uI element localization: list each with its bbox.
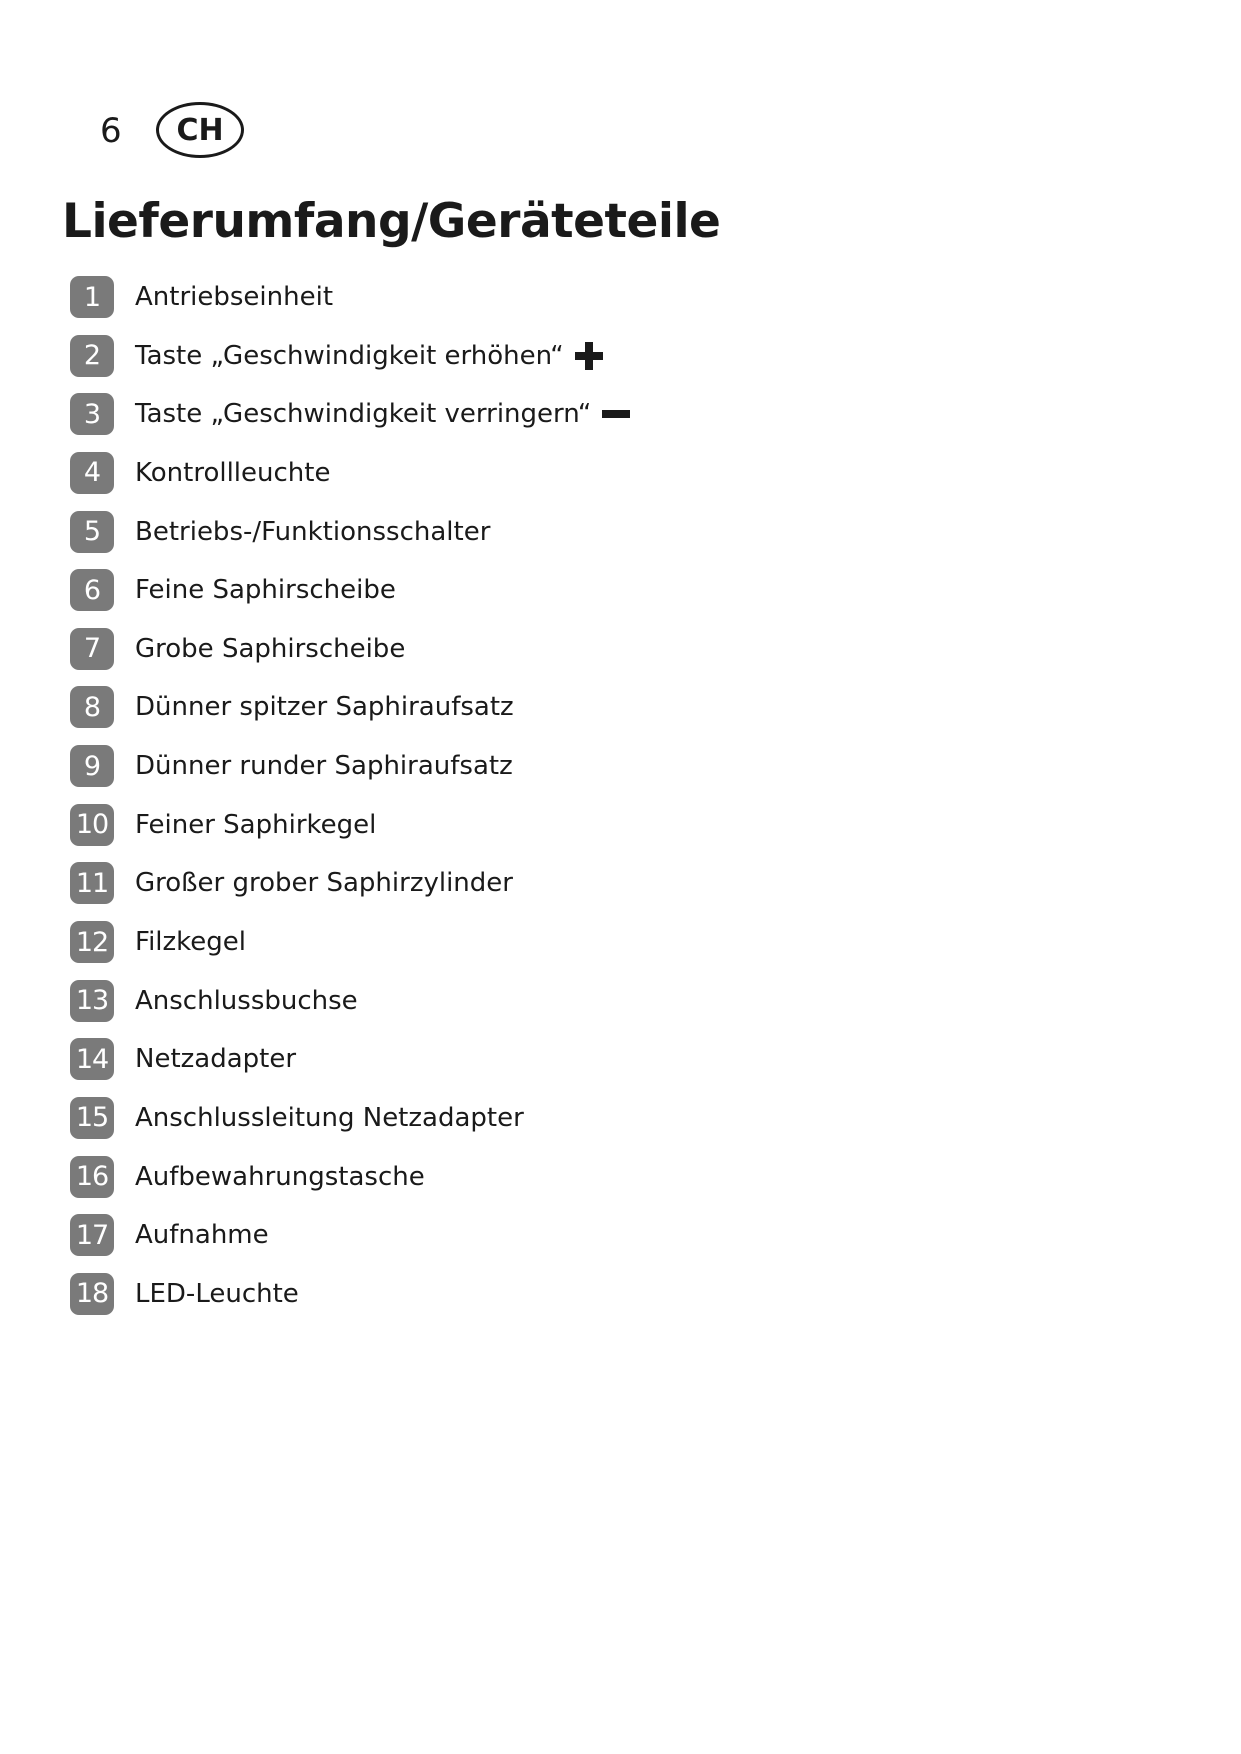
- list-item: [70, 862, 631, 904]
- part-number-badge: 8: [70, 686, 114, 728]
- list-item: [70, 569, 631, 611]
- list-item: [70, 804, 631, 846]
- part-label: Dünner spitzer Saphiraufsatz: [135, 692, 514, 723]
- part-number-badge: 13: [70, 980, 114, 1022]
- part-label: Aufnahme: [135, 1220, 269, 1251]
- part-number-badge: 11: [70, 862, 114, 904]
- list-item: [70, 1156, 631, 1198]
- list-item: [70, 1214, 631, 1256]
- part-label: Feiner Saphirkegel: [135, 809, 377, 840]
- part-label: Grobe Saphirscheibe: [135, 633, 406, 664]
- part-number-badge: 14: [70, 1038, 114, 1080]
- list-item: [70, 1038, 631, 1080]
- list-item: [70, 1097, 631, 1139]
- part-label: Netzadapter: [135, 1044, 297, 1075]
- part-label: Dünner runder Saphiraufsatz: [135, 751, 513, 782]
- part-number-badge: 7: [70, 628, 114, 670]
- part-label: Kontrollleuchte: [135, 457, 331, 488]
- part-label: LED-Leuchte: [135, 1278, 299, 1309]
- part-label: Großer grober Saphirzylinder: [135, 868, 513, 899]
- list-item: [70, 745, 631, 787]
- list-item: [70, 1273, 631, 1315]
- part-label: Antriebseinheit: [135, 282, 334, 312]
- part-label: Anschlussleitung Netzadapter: [135, 1102, 524, 1133]
- part-number-badge: 6: [70, 569, 114, 611]
- part-label: Feine Saphirscheibe: [135, 575, 396, 606]
- part-number-badge: 2: [70, 335, 114, 377]
- list-item: [70, 335, 631, 377]
- list-item: [70, 452, 631, 494]
- part-number-badge: 15: [70, 1097, 114, 1139]
- part-number-badge: 12: [70, 921, 114, 963]
- list-item: [70, 980, 631, 1022]
- parts-list: [70, 276, 631, 1332]
- part-label: Filzkegel: [135, 927, 247, 958]
- part-label: Taste „Geschwindigkeit verringern“: [135, 399, 592, 430]
- part-number-badge: 5: [70, 511, 114, 553]
- part-number-badge: 1: [70, 276, 114, 318]
- country-code-badge: CH: [156, 102, 244, 158]
- part-number-badge: 18: [70, 1273, 114, 1315]
- list-item: [70, 511, 631, 553]
- part-number-badge: 3: [70, 393, 114, 435]
- minus-icon: [601, 399, 631, 429]
- part-number-badge: 17: [70, 1214, 114, 1256]
- part-number-badge: 9: [70, 745, 114, 787]
- part-label: Taste „Geschwindigkeit erhöhen“: [135, 340, 564, 371]
- page-title: Lieferumfang/Geräteteile: [62, 194, 721, 249]
- plus-icon: [574, 341, 604, 371]
- part-number-badge: 16: [70, 1156, 114, 1198]
- part-label: Anschlussbuchse: [135, 985, 358, 1016]
- page-number: 6: [100, 111, 122, 151]
- list-item: [70, 921, 631, 963]
- part-number-badge: 10: [70, 804, 114, 846]
- list-item: [70, 276, 631, 318]
- list-item: [70, 686, 631, 728]
- list-item: [70, 628, 631, 670]
- list-item: [70, 393, 631, 435]
- part-label: Aufbewahrungstasche: [135, 1161, 425, 1192]
- part-number-badge: 4: [70, 452, 114, 494]
- part-label: Betriebs-/Funktionsschalter: [135, 516, 491, 547]
